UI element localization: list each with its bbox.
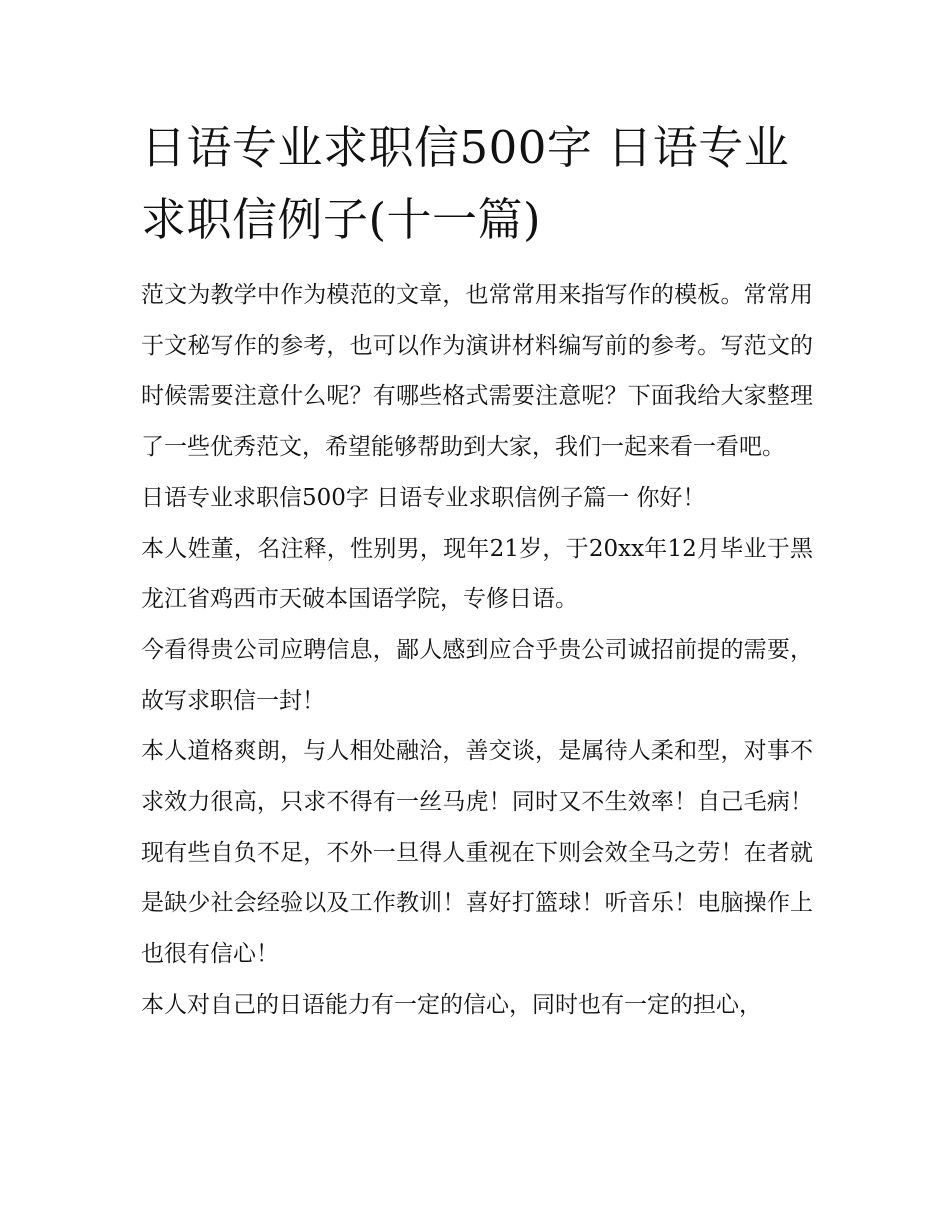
document-content: [141, 112, 813, 1031]
paragraph-purpose: 今看得贵公司应聘信息，鄙人感到应合乎贵公司诚招前提的需要，故写求职信一封！: [141, 636, 813, 714]
document-title: 日语专业求职信500字 日语专业求职信例子(十一篇): [141, 121, 790, 246]
paragraph-self-intro: 本人姓董，名注释，性别男，现年21岁，于20xx年12月毕业于黑龙江省鸡西市天破本国语学院，专修日语。: [141, 535, 813, 613]
document-body: [141, 270, 813, 1031]
paragraph-intro: 范文为教学中作为模范的文章，也常常用来指写作的模板。常常用于文秘写作的参考，也可以作为演讲材料编写前的参考。写范文的时候需要注意什么呢？有哪些格式需要注意呢？下面我给大家整理了一些优秀范文，希望能够帮助到大家，我们一起来看一看吧。: [141, 282, 813, 461]
paragraph-greeting: 日语专业求职信500字 日语专业求职信例子篇一 你好！: [141, 484, 706, 511]
paragraph-personality: 本人道格爽朗，与人相处融洽，善交谈，是属待人柔和型，对事不求效力很高，只求不得有一丝马虎！同时又不生效率！自己毛病！现有些自负不足，不外一旦得人重视在下则会效全马之劳！在者就是缺少社会经验以及工作教训！喜好打篮球！听音乐！电脑操作上也很有信心！: [141, 738, 813, 968]
paragraph-ability: 本人对自己的日语能力有一定的信心，同时也有一定的担心，: [141, 991, 762, 1018]
